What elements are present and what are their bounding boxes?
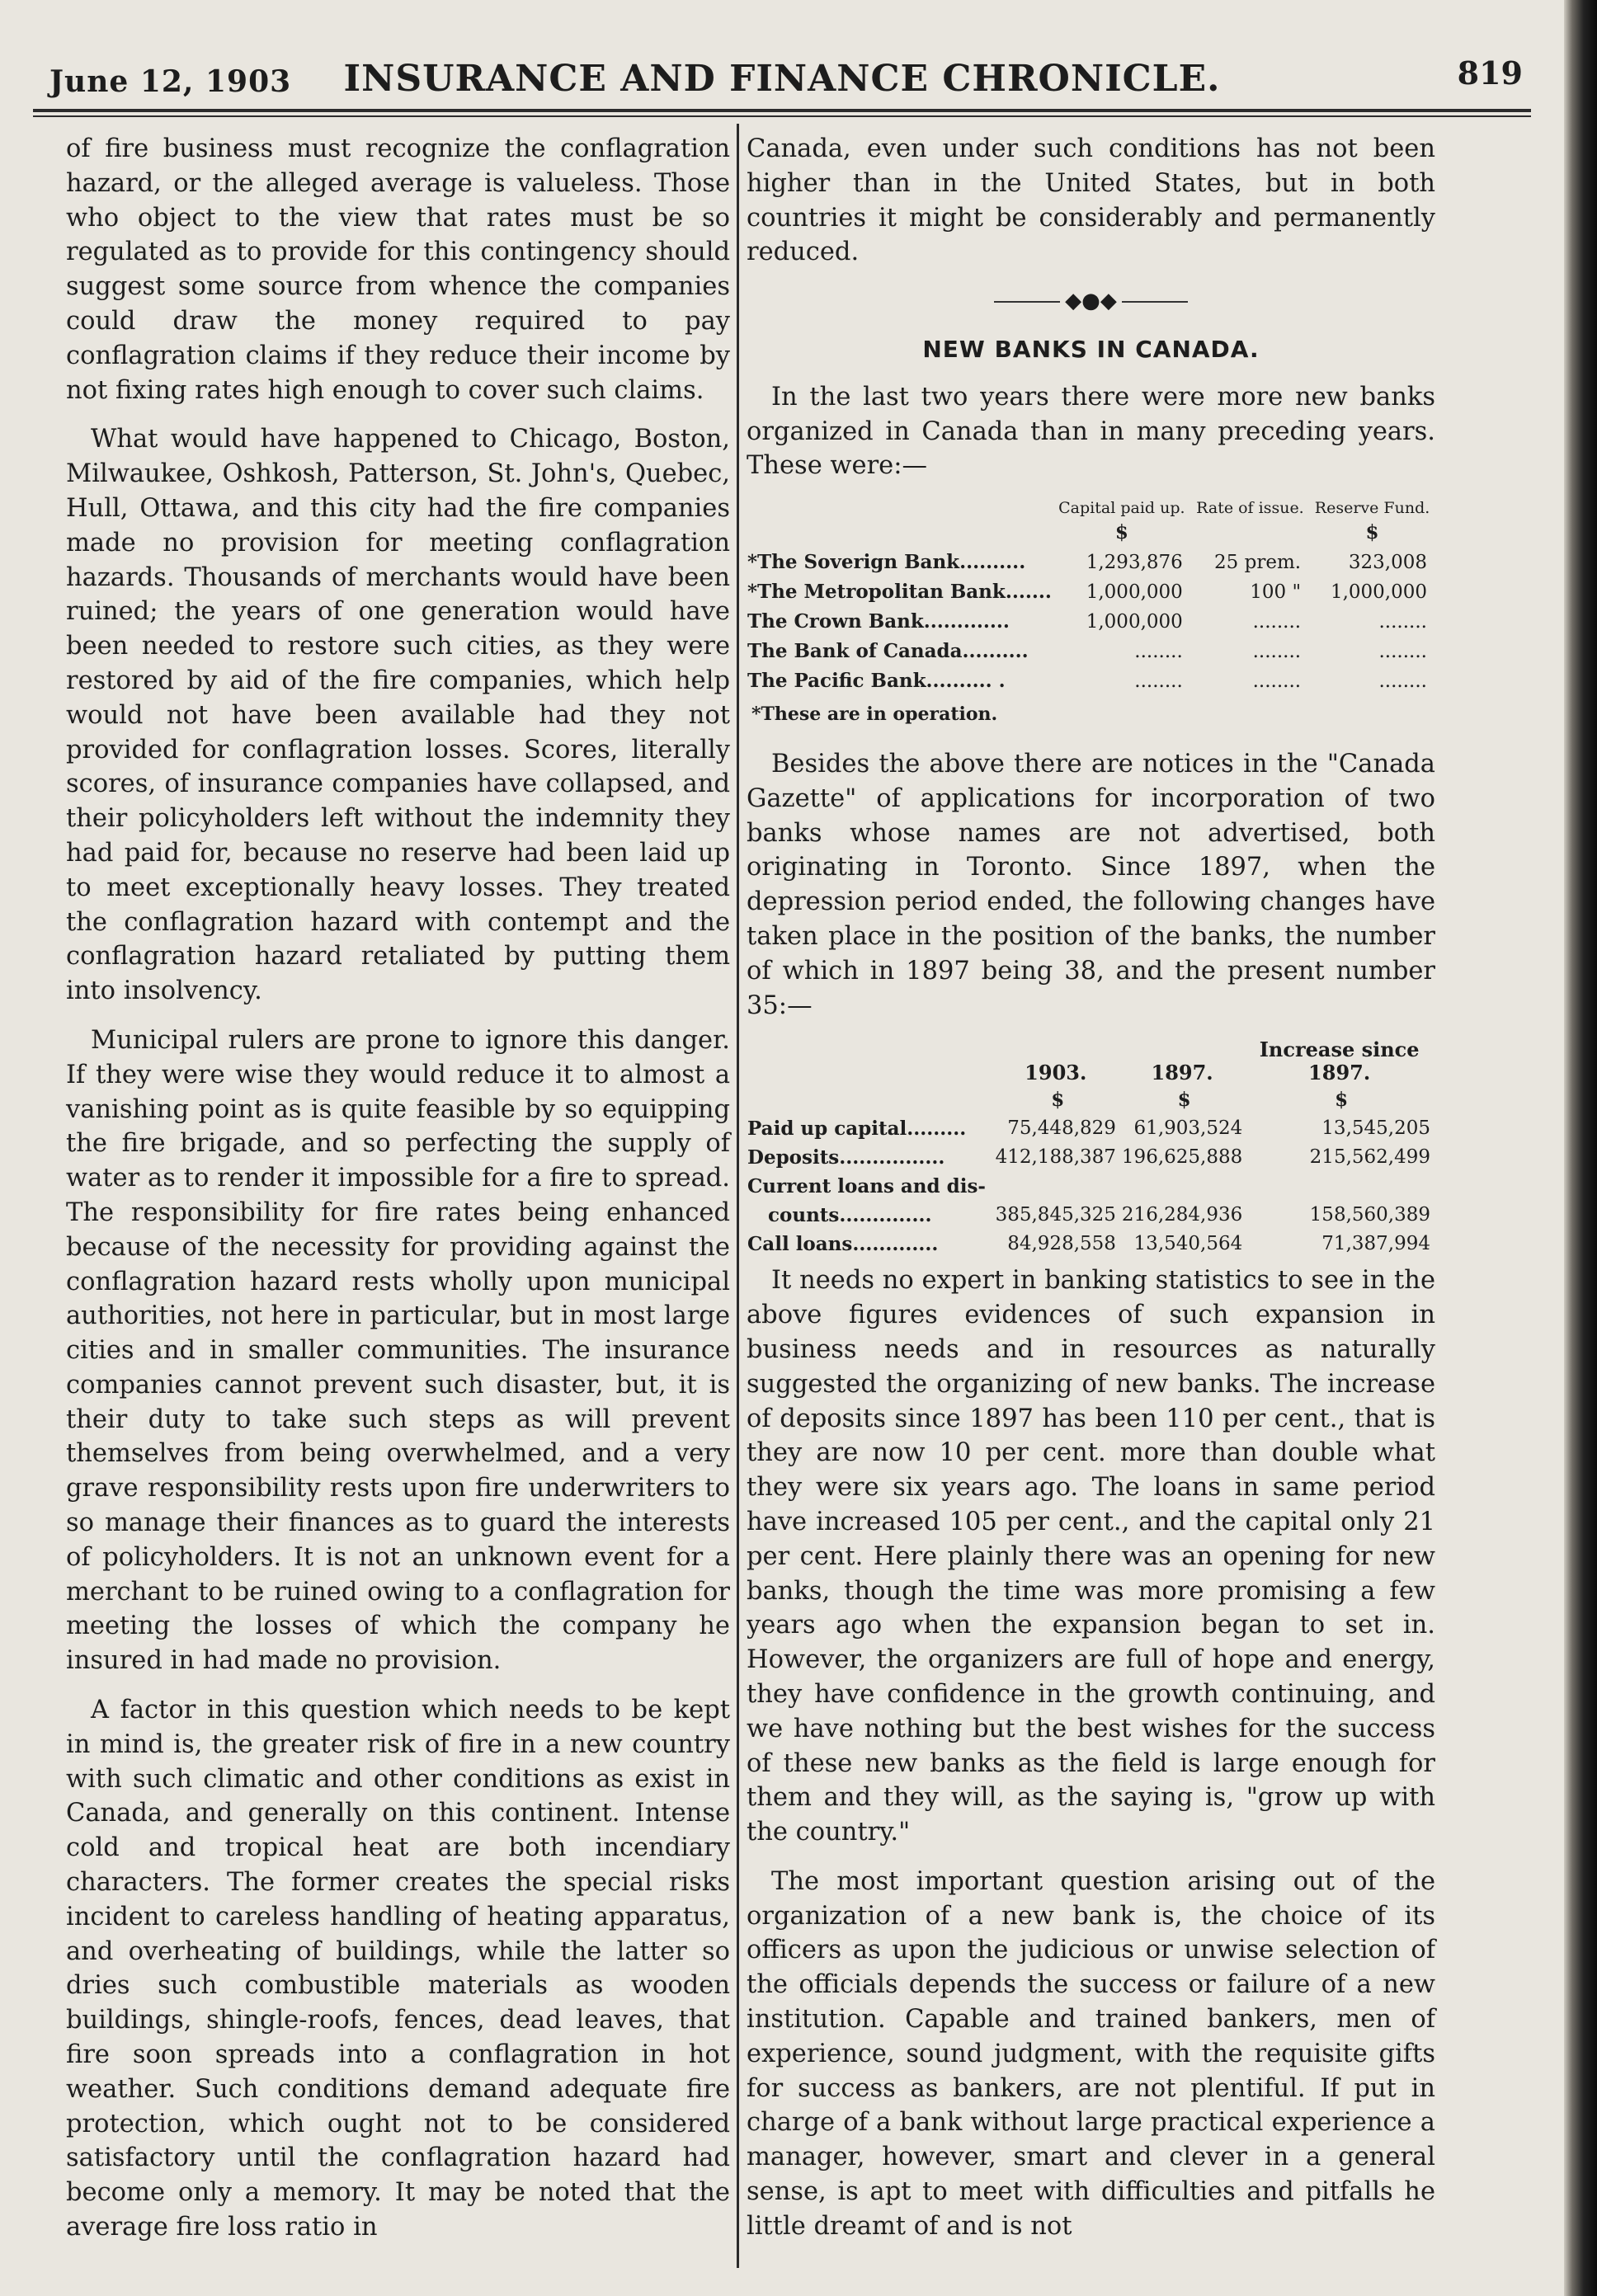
table-row [747, 1114, 1435, 1143]
table-cell: Deposits................ [747, 1146, 945, 1169]
table-header-row [747, 498, 1435, 518]
section-heading: NEW BANKS IN CANADA. [922, 335, 1260, 363]
changes-intro-paragraph: Besides the above there are notices in the "Canada Gazette" of applications for incorporation of two banks whose names are not advertised, both originating in Toronto. Since 1897, when the depression period ended, the following changes have taken place in the position of the banks, the number of which in 1897 being 38, and the present number 35:— [747, 749, 1435, 1020]
table-cell: 13,540,564 [1133, 1233, 1243, 1255]
table-cell: ........ [1378, 670, 1427, 693]
table-cell: ........ [1134, 670, 1183, 693]
table-cell: 216,284,936 [1121, 1204, 1243, 1226]
table-cell: ........ [1378, 611, 1427, 633]
section-ornament: ◆●◆ [747, 285, 1435, 319]
right-paragraph: It needs no expert in banking statistics to see in the above figures evidences of such expansion in business needs and in resources as naturally suggested the organizing of new banks. The increase of deposits since 1897 has been 110 per cent., that is they are now 10 per cent. more than double what they were six years ago. The loans in same period have increased 105 per cent., and the capital only 21 per cent. Here plainly there was an opening for new banks, though the time was more promising a few years ago when the expansion began to set in. However, the organizers are full of hope and energy, they have confidence in the growth continuing, and we have nothing but the best wishes for the success of these new banks as the field is large enough for them and they will, as the saying is, "grow up with the country." [747, 1266, 1435, 1847]
table-cell: 1,000,000 [1086, 611, 1183, 633]
table-row [747, 1230, 1435, 1259]
table-cell: 412,188,387 [995, 1146, 1116, 1169]
right-column [747, 132, 1435, 2259]
table-footnote: *These are in operation. [751, 703, 998, 726]
left-paragraph: A factor in this question which needs to be kept in mind is, the greater risk of fire in a new country with such climatic and other conditions as exist in Canada, and generally on this continent. Intense cold and tropical heat are both incendiary characters. The former creates the special risks incident to careless handling of heating apparatus, and overheating of buildings, while the latter so dries such combustible materials as wooden buildings, shingle-roofs, fences, dead leaves, that fire soon spreads into a conflagration in hot weather. Such conditions demand adequate fire protection, which ought not to be considered satisfactory until the conflagration hazard had become only a memory. It may be noted that the average fire loss ratio in [66, 1696, 730, 2242]
header-date: June 12, 1903 [49, 64, 292, 99]
table-cell: *The Metropolitan Bank....... [747, 581, 1052, 604]
table-header-row [747, 1037, 1435, 1085]
right-intro-paragraph: Canada, even under such conditions has not been higher than in the United States, but in both countries it might be considerably and permanently reduced. [747, 134, 1435, 267]
table-header-cell: Reserve Fund. [1314, 499, 1430, 518]
table-cell: 1,293,876 [1086, 552, 1183, 574]
table-cell: $ [1335, 1089, 1349, 1112]
table-cell: 71,387,994 [1321, 1233, 1430, 1255]
table-header-cell [747, 498, 1053, 518]
table-cell: 25 prem. [1214, 552, 1302, 574]
page-header [33, 48, 1531, 106]
right-paragraph: The most important question arising out of the organization of a new bank is, the choice of its officers as upon the judicious or unwise selection of the officials depends the success or failure of a new institution. Capable and trained bankers, men of experience, sound judgment, with the requisite gifts for success as bankers, are not plentiful. If put in charge of a bank without large practical experience a manager, however, smart and clever in a general sense, is apt to meet with difficulties and pitfalls he little dreamt of and is not [747, 1866, 1435, 2241]
table-row [747, 607, 1435, 637]
table-cell [1121, 1172, 1247, 1201]
column-divider [737, 124, 739, 2268]
table-cell [995, 1172, 1121, 1201]
table-row [747, 666, 1435, 696]
table-cell: Call loans............. [747, 1233, 939, 1256]
table-cell: 158,560,389 [1309, 1204, 1430, 1226]
table-cell: $ [1051, 1089, 1065, 1112]
table-cell: ........ [1252, 641, 1302, 663]
table-row [747, 637, 1435, 666]
table-cell [747, 518, 1053, 548]
table-cell: $ [1365, 521, 1379, 544]
table-row [747, 1201, 1435, 1230]
table-currency-row [747, 518, 1435, 548]
table-cell: 323,008 [1348, 552, 1427, 574]
table-row [747, 548, 1435, 577]
table-cell: ........ [1252, 670, 1302, 693]
table-cell: The Bank of Canada.......... [747, 640, 1029, 663]
page-number: 819 [1457, 54, 1523, 92]
table-row [747, 1143, 1435, 1172]
table-cell [1191, 518, 1309, 548]
table-header-cell: 1903. [1025, 1061, 1087, 1085]
header-rule [33, 109, 1531, 112]
left-column [66, 132, 730, 2260]
table-cell: The Pacific Bank.......... . [747, 670, 1006, 693]
table-cell: $ [1177, 1089, 1191, 1112]
table-cell: 385,845,325 [995, 1204, 1116, 1226]
table-cell: 100 " [1250, 581, 1302, 604]
header-rule-thin [33, 115, 1531, 117]
table-header-cell: 1897. [1151, 1061, 1213, 1085]
table-cell: The Crown Bank............. [747, 610, 1010, 633]
table-header-cell [747, 1037, 995, 1085]
table-header-cell: Capital paid up. [1058, 499, 1185, 518]
table-cell: 215,562,499 [1309, 1146, 1430, 1169]
table-header-cell: Rate of issue. [1196, 499, 1304, 518]
table-row [747, 577, 1435, 607]
table-cell: ........ [1378, 641, 1427, 663]
table-cell: 1,000,000 [1086, 581, 1183, 604]
new-banks-table [747, 498, 1435, 696]
table-cell: 196,625,888 [1121, 1146, 1243, 1169]
table-cell: counts.............. [768, 1204, 932, 1227]
table-cell: *The Soverign Bank.......... [747, 551, 1026, 574]
table-cell [1247, 1172, 1435, 1201]
banks-intro-paragraph: In the last two years there were more new banks organized in Canada than in many preceding years. These were:— [747, 382, 1435, 481]
table-cell: ........ [1252, 611, 1302, 633]
table-cell: 61,903,524 [1133, 1117, 1243, 1140]
table-cell: 13,545,205 [1321, 1117, 1430, 1140]
table-cell: Current loans and dis- [747, 1175, 986, 1198]
publication-title: INSURANCE AND FINANCE CHRONICLE. [343, 58, 1221, 100]
table-cell: $ [1114, 521, 1128, 544]
left-paragraph: Municipal rulers are prone to ignore this danger. If they were wise they would reduce it to almost a vanishing point as is quite feasible by so equipping the fire brigade, and so perfecting the supply of water as to render it impossible for a fire to spread. The responsibility for fire rates being enhanced because of the necessity for providing against the conflagration hazard rests wholly upon municipal authorities, not here in particular, but in most large cities and in smaller communities. The insurance companies cannot prevent such disaster, but, it is their duty to take such steps as will prevent themselves from being overwhelmed, and a very grave responsibility rests upon fire underwriters to so manage their finances as to guard the interests of policyholders. It is not an unknown event for a merchant to be ruined owing to a conflagration for meeting the losses of which the company he insured in had made no provision. [66, 1025, 730, 1676]
table-cell [747, 1085, 995, 1114]
left-paragraph: What would have happened to Chicago, Boston, Milwaukee, Oshkosh, Patterson, St. John's, Quebec, Hull, Ottawa, and this city had the fire companies made no provision for meeting conflagration hazards. Thousands of merchants would have been ruined; the years of one generation would have been needed to restore such cities, as they were restored by aid of the fire companies, which help would not have been available had they not provided for conflagration losses. Scores, literally scores, of insurance companies have collapsed, and their policyholders left without the indemnity they had paid for, because no reserve had been laid up to meet exceptionally heavy losses. They treated the conflagration hazard with contempt and the conflagration hazard retaliated by putting them into insolvency. [66, 425, 730, 1006]
table-cell: 1,000,000 [1330, 581, 1427, 604]
table-cell: ........ [1134, 641, 1183, 663]
table-cell: 84,928,558 [1007, 1233, 1116, 1255]
table-row [747, 1172, 1435, 1201]
left-paragraph: of fire business must recognize the conflagration hazard, or the alleged average is valueless. Those who object to the view that rates must be so regulated as to provide for this contingency should suggest some source from whence the companies could draw the money required to pay conflagration claims if they reduce their income by not fixing rates high enough to cover such claims. [66, 134, 730, 405]
table-currency-row [747, 1085, 1435, 1114]
table-cell: 75,448,829 [1007, 1117, 1116, 1140]
table-cell: Paid up capital......... [747, 1117, 967, 1141]
bank-changes-table [747, 1037, 1435, 1259]
table-header-cell: Increase since 1897. [1259, 1037, 1420, 1085]
